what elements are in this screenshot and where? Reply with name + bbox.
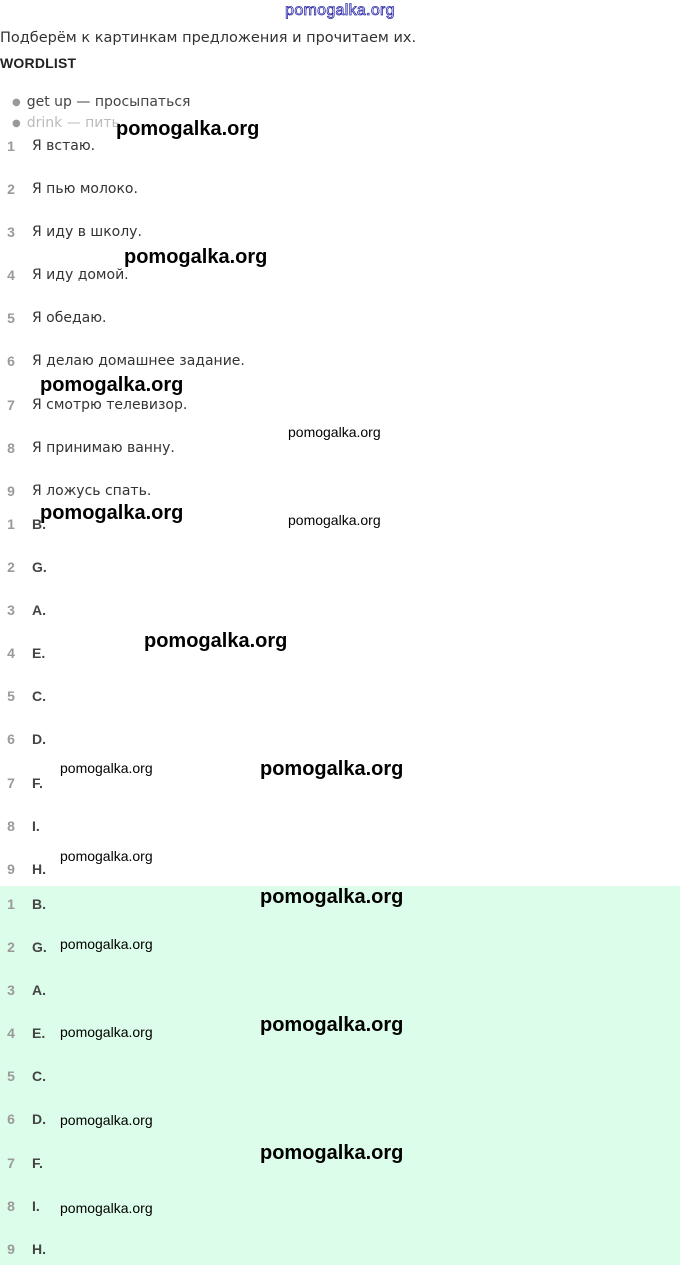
- watermark-text: pomogalka.org: [288, 424, 381, 440]
- item-number: 2: [7, 939, 15, 956]
- item-number: 3: [7, 224, 15, 241]
- item-number: 3: [7, 602, 15, 619]
- item-text: F.: [32, 774, 43, 791]
- item-number: 2: [7, 559, 15, 576]
- item-number: 4: [7, 645, 15, 662]
- item-number: 5: [7, 688, 15, 705]
- item-number: 2: [7, 181, 15, 198]
- watermark-text: pomogalka.org: [144, 630, 288, 652]
- item-text: E.: [32, 645, 46, 662]
- watermark-text: pomogalka.org: [260, 1014, 404, 1036]
- list-item: [0, 602, 680, 645]
- item-text: E.: [32, 1025, 46, 1042]
- item-number: 4: [7, 267, 15, 284]
- list-item: [0, 1241, 680, 1284]
- item-text: A.: [32, 982, 46, 999]
- item-text: Я принимаю ванну.: [32, 439, 175, 456]
- item-number: 1: [7, 138, 15, 154]
- watermark-text: pomogalka.org: [288, 512, 381, 528]
- bullet-icon: ●: [12, 97, 21, 108]
- item-text: G.: [32, 559, 47, 576]
- watermark-text: pomogalka.org: [260, 1142, 404, 1164]
- item-text: C.: [32, 688, 46, 705]
- sentence-list: [0, 138, 680, 526]
- wordlist-title: WORDLIST: [0, 55, 77, 71]
- item-number: 9: [7, 860, 15, 877]
- item-number: 6: [7, 353, 15, 370]
- watermark-text: pomogalka.org: [60, 760, 153, 776]
- wordlist-item: ● get up — просыпаться: [12, 94, 191, 110]
- watermark-text: pomogalka.org: [60, 936, 153, 952]
- item-number: 5: [7, 1068, 15, 1085]
- item-text: I.: [32, 817, 40, 834]
- item-text: Я иду домой.: [32, 267, 129, 284]
- list-item: [0, 1068, 680, 1111]
- item-text: Я делаю домашнее задание.: [32, 353, 245, 370]
- list-item: [0, 138, 680, 181]
- item-text: I.: [32, 1197, 40, 1214]
- list-item: [0, 688, 680, 731]
- list-item: [0, 267, 680, 310]
- watermark-text: pomogalka.org: [60, 1024, 153, 1040]
- site-link[interactable]: pomogalka.org: [285, 2, 395, 19]
- item-text: B.: [32, 896, 46, 912]
- item-number: 1: [7, 516, 15, 532]
- item-text: G.: [32, 939, 47, 956]
- list-item: [0, 310, 680, 353]
- item-number: 7: [7, 1154, 15, 1171]
- wordlist-item: ● drink — пить: [12, 116, 120, 130]
- task-instruction: Подберём к картинкам предложения и прочитаем их.: [0, 30, 417, 46]
- item-text: Я обедаю.: [32, 310, 107, 327]
- item-number: 7: [7, 396, 15, 413]
- bullet-icon: ●: [12, 118, 21, 129]
- watermark-text: pomogalka.org: [260, 758, 404, 780]
- list-item: [0, 775, 680, 818]
- item-text: D.: [32, 731, 46, 748]
- item-text: F.: [32, 1154, 43, 1171]
- item-text: C.: [32, 1068, 46, 1085]
- item-text: Я ложусь спать.: [32, 482, 152, 499]
- watermark-text: pomogalka.org: [260, 886, 404, 908]
- list-item: [0, 440, 680, 483]
- item-number: 1: [7, 896, 15, 912]
- watermark-text: pomogalka.org: [40, 502, 184, 524]
- item-number: 9: [7, 482, 15, 499]
- item-number: 6: [7, 731, 15, 748]
- item-number: 8: [7, 1197, 15, 1214]
- watermark-text: pomogalka.org: [60, 848, 153, 864]
- item-number: 7: [7, 774, 15, 791]
- item-number: 5: [7, 310, 15, 327]
- list-item: [0, 224, 680, 267]
- item-number: 8: [7, 817, 15, 834]
- item-number: 9: [7, 1240, 15, 1257]
- answer-list: [0, 516, 680, 904]
- watermark-text: pomogalka.org: [116, 118, 260, 140]
- item-text: Я иду в школу.: [32, 224, 142, 241]
- watermark-text: pomogalka.org: [60, 1112, 153, 1128]
- list-item: [0, 645, 680, 688]
- list-item: [0, 181, 680, 224]
- item-text: H.: [32, 1240, 46, 1257]
- watermark-text: pomogalka.org: [124, 246, 268, 268]
- item-text: Я встаю.: [32, 138, 96, 154]
- item-text: A.: [32, 602, 46, 619]
- item-text: Я пью молоко.: [32, 181, 138, 198]
- watermark-text: pomogalka.org: [60, 1200, 153, 1216]
- list-item: [0, 559, 680, 602]
- watermark-text: pomogalka.org: [40, 374, 184, 396]
- item-text: B.: [32, 516, 46, 532]
- item-text: Я смотрю телевизор.: [32, 396, 188, 413]
- item-number: 6: [7, 1111, 15, 1128]
- item-number: 4: [7, 1025, 15, 1042]
- item-number: 8: [7, 439, 15, 456]
- item-text: D.: [32, 1111, 46, 1128]
- item-number: 3: [7, 982, 15, 999]
- item-text: H.: [32, 860, 46, 877]
